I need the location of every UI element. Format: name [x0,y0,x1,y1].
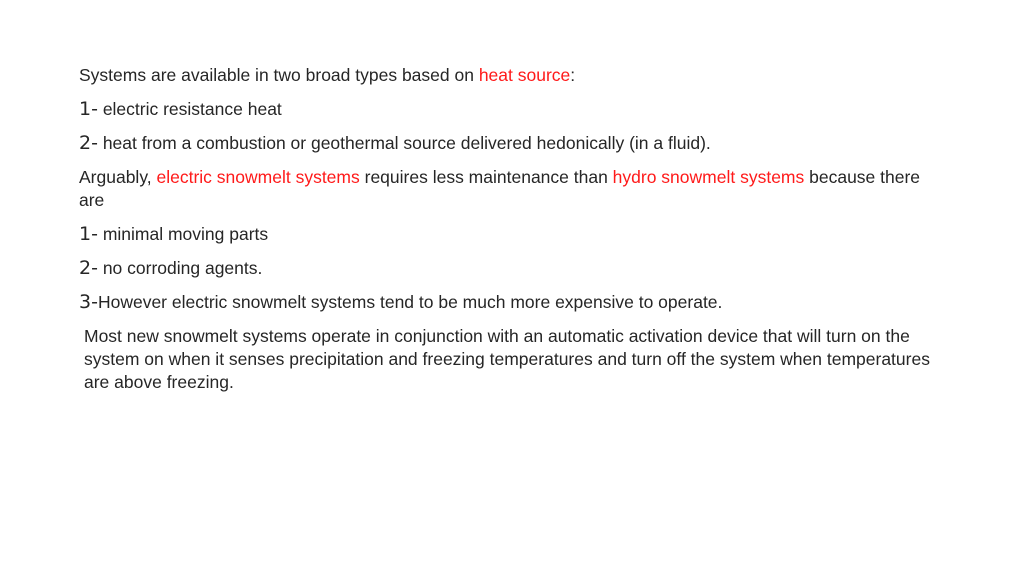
reason-item-1 [79,223,949,246]
hydro-snowmelt-highlight: hydro snowmelt systems [612,167,805,187]
comparison-lead: Arguably, [79,167,157,187]
type-text-1: electric resistance heat [97,99,282,119]
closing-paragraph: Most new snowmelt systems operate in conjunction with an automatic activation device that will turn on the system on when it senses precipitation and freezing temperatures and turn off the system when temperatures are above freezing. [84,326,930,392]
type-text-2: heat from a combustion or geothermal source delivered hedonically (in a fluid). [97,133,711,153]
heat-source-highlight: heat source [478,65,571,85]
reason-number-3: 3- [79,291,98,313]
type-item-1 [79,98,949,121]
reason-text-2: no corroding agents. [97,258,263,278]
reason-text-1: minimal moving parts [97,224,269,244]
type-item-2 [79,132,949,155]
reason-number-1: 1- [79,223,98,245]
intro-paragraph [79,64,949,87]
type-number-2: 2- [79,132,98,154]
intro-colon: : [570,65,576,85]
slide-body [79,64,949,405]
electric-snowmelt-highlight: electric snowmelt systems [156,167,360,187]
intro-text: Systems are available in two broad types based on [79,65,479,85]
comparison-end: because there are [79,167,921,210]
comparison-middle: requires less maintenance than [359,167,613,187]
type-number-1: 1- [79,98,98,120]
reason-item-2 [79,257,949,280]
reason-number-2: 2- [79,257,98,279]
comparison-paragraph [79,166,949,212]
reason-text-3: However electric snowmelt systems tend to be much more expensive to operate. [97,292,723,312]
reason-item-3 [79,291,949,314]
